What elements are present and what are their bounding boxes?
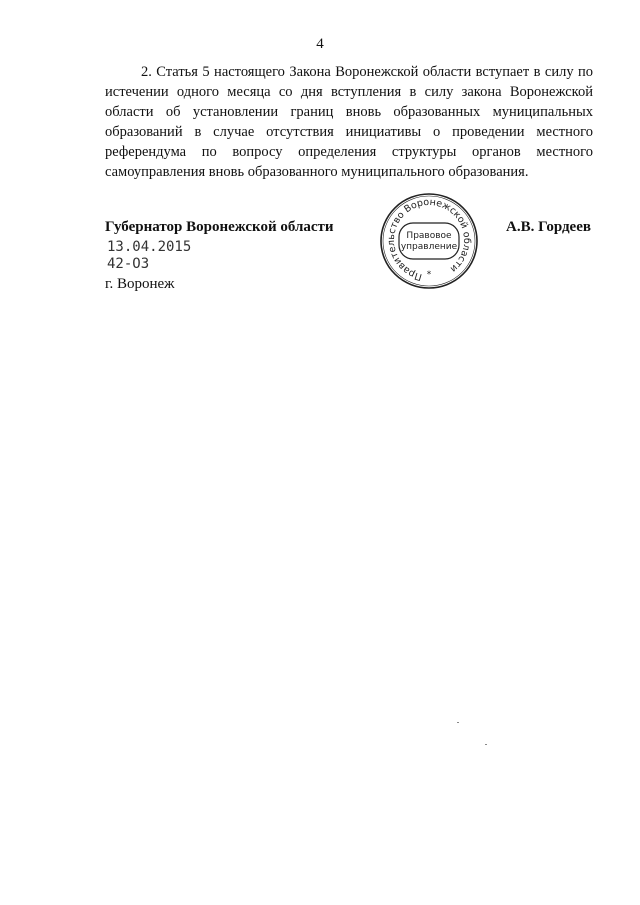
city-name: г. Воронеж bbox=[105, 276, 175, 292]
stamp-ring-text: Правительство Воронежской области bbox=[385, 196, 473, 283]
speck bbox=[485, 744, 487, 745]
stamp-star: * bbox=[426, 270, 432, 280]
stamp-center-line2: управление bbox=[400, 242, 458, 252]
stamp-center-line1: Правовое bbox=[406, 231, 452, 241]
registration-number: 42-ОЗ bbox=[107, 256, 150, 272]
official-stamp bbox=[378, 191, 480, 291]
page-number: 4 bbox=[316, 36, 324, 52]
signer-name: А.В. Гордеев bbox=[506, 219, 591, 235]
governor-title: Губернатор Воронежской области bbox=[105, 219, 334, 235]
registration-date: 13.04.2015 bbox=[107, 239, 192, 255]
speck bbox=[457, 722, 459, 723]
article-paragraph: 2. Статья 5 настоящего Закона Воронежской области вступает в силу по истечении одного месяца со дня вступления в силу закона Воронежской области об установлении границ вновь образованных муниципальных образований в случае отсутствия инициативы о проведении местного референдума по вопросу определения структуры органов местного самоуправления вновь образованного муниципального образования. bbox=[105, 64, 593, 180]
